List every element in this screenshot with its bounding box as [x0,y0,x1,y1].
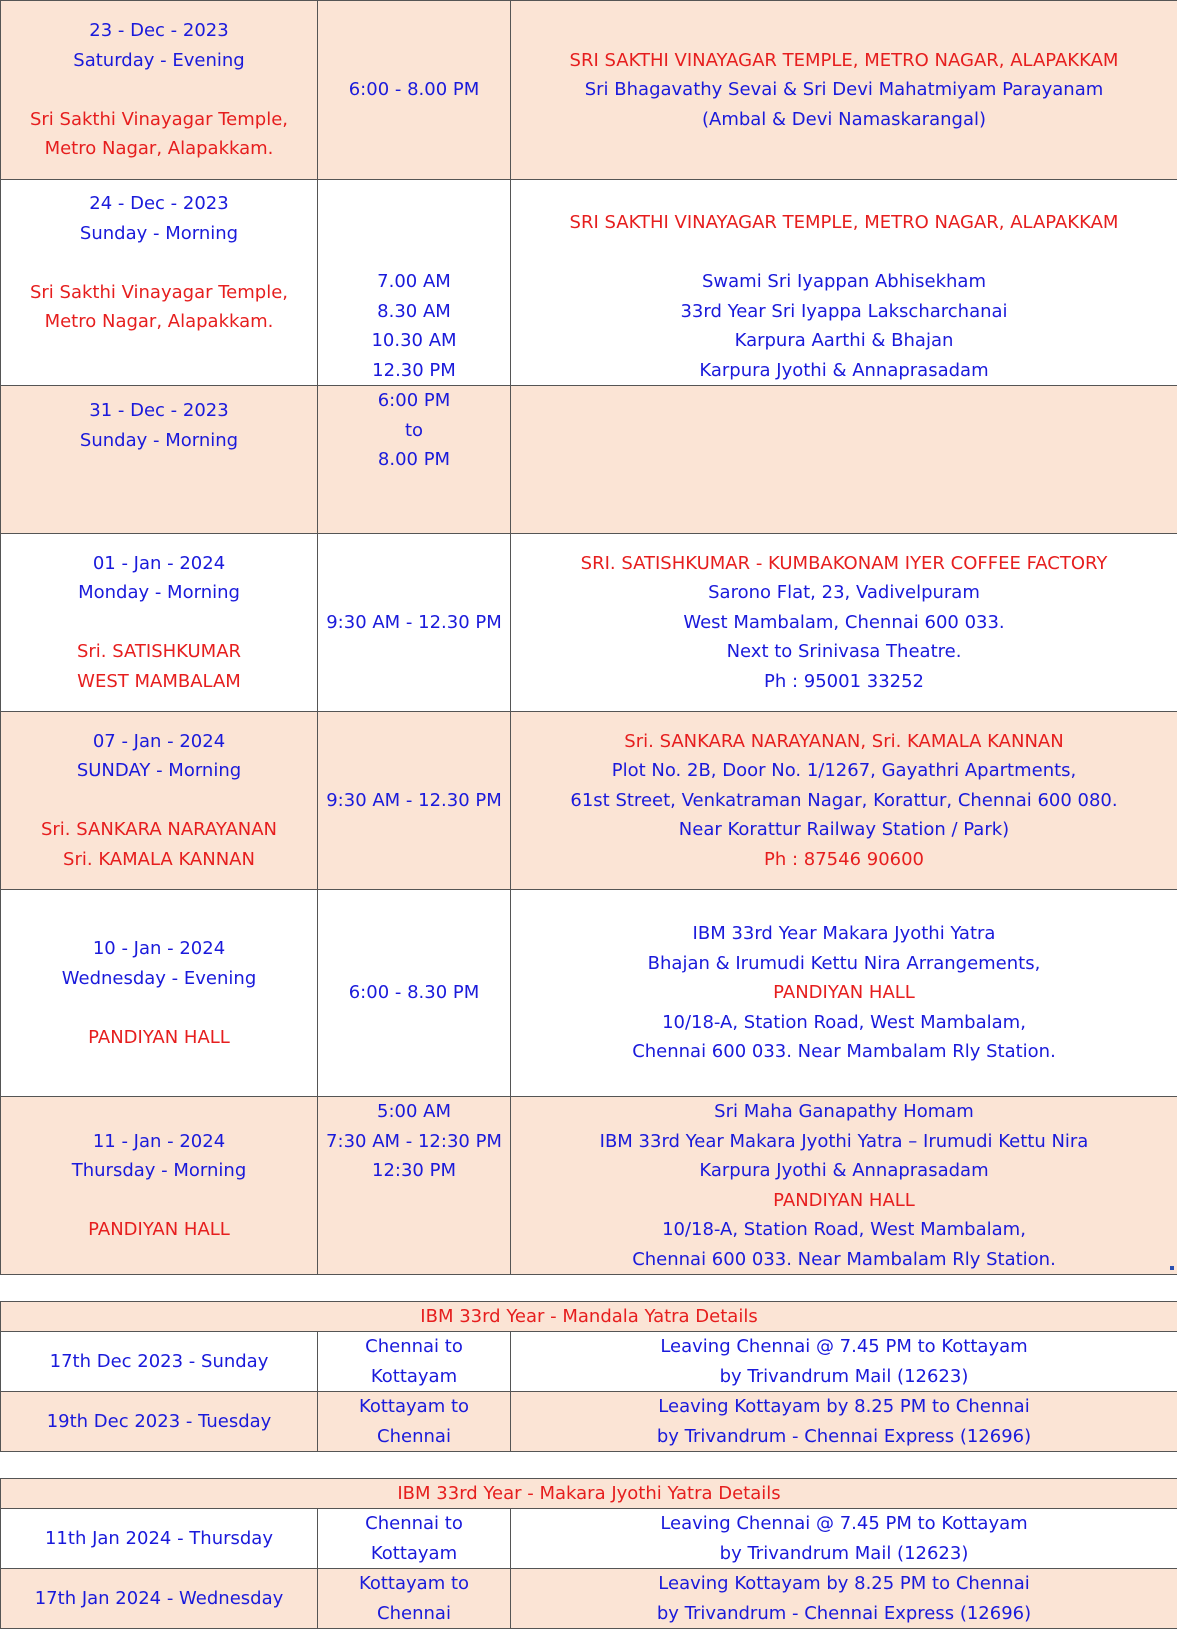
event-day: Sunday - Morning [1,426,317,456]
event-date: 11 - Jan - 2024 [1,1127,317,1157]
time-line: 12:30 PM [318,1156,510,1186]
train-line: by Trivandrum Mail (12623) [511,1362,1177,1392]
travel-date: 11th Jan 2024 - Thursday [1,1509,318,1569]
route-line: Chennai [318,1599,510,1629]
time-cell [318,712,511,890]
time-cell [318,386,511,534]
event-day: Saturday - Evening [1,46,317,76]
details-line: 61st Street, Venkatraman Nagar, Korattur, Chennai 600 080. [511,786,1177,816]
train-line: Leaving Chennai @ 7.45 PM to Kottayam [511,1509,1177,1539]
schedule-row [1,712,1177,890]
time-cell [318,180,511,386]
train-line: Leaving Chennai @ 7.45 PM to Kottayam [511,1332,1177,1362]
schedule-row [1,534,1177,712]
time-line: 7:30 AM - 12:30 PM [318,1127,510,1157]
details-line: Karpura Jyothi & Annaprasadam [511,356,1177,386]
details-line: 10/18-A, Station Road, West Mambalam, [511,1008,1177,1038]
travel-date: 17th Jan 2024 - Wednesday [1,1569,318,1629]
route-line: Kottayam [318,1539,510,1569]
route-line: Kottayam to [318,1569,510,1599]
route-cell [318,1509,511,1569]
details-cell [511,180,1177,386]
train-details-cell [511,1332,1177,1392]
table-row [1,1332,1177,1392]
time-line: 9:30 AM - 12.30 PM [318,786,510,816]
route-cell [318,1392,511,1452]
train-line: by Trivandrum - Chennai Express (12696) [511,1599,1177,1629]
time-line: 6:00 PM [318,386,510,416]
details-line: Sarono Flat, 23, Vadivelpuram [511,578,1177,608]
details-line: IBM 33rd Year Makara Jyothi Yatra – Irumudi Kettu Nira [511,1127,1177,1157]
details-line: Next to Srinivasa Theatre. [511,637,1177,667]
details-line: Sri Maha Ganapathy Homam [511,1097,1177,1127]
details-line: 10/18-A, Station Road, West Mambalam, [511,1215,1177,1245]
event-day: SUNDAY - Morning [1,756,317,786]
details-line: Karpura Aarthi & Bhajan [511,326,1177,356]
details-line: Sri Bhagavathy Sevai & Sri Devi Mahatmiyam Parayanam [511,75,1177,105]
train-details-cell [511,1569,1177,1629]
event-day: Sunday - Morning [1,219,317,249]
train-details-cell [511,1509,1177,1569]
details-line: (Ambal & Devi Namaskarangal) [511,105,1177,135]
venue-line: Sri Sakthi Vinayagar Temple, [1,278,317,308]
details-cell [511,386,1177,534]
route-line: Chennai [318,1422,510,1452]
time-cell [318,1097,511,1275]
date-cell [1,534,318,712]
event-day: Wednesday - Evening [1,964,317,994]
time-line: 7.00 AM [318,267,510,297]
details-line: Swami Sri Iyappan Abhisekham [511,267,1177,297]
schedule-row [1,180,1177,386]
details-line: Chennai 600 033. Near Mambalam Rly Station. [511,1245,1177,1275]
schedule-row [1,1097,1177,1275]
selection-handle[interactable] [1170,1266,1174,1270]
details-hall: PANDIYAN HALL [511,1186,1177,1216]
date-cell [1,386,318,534]
date-cell [1,712,318,890]
venue-line: PANDIYAN HALL [1,1215,317,1245]
event-date: 31 - Dec - 2023 [1,396,317,426]
time-line: 8.00 PM [318,445,510,475]
details-line: Karpura Jyothi & Annaprasadam [511,1156,1177,1186]
route-line: Chennai to [318,1509,510,1539]
details-phone: Ph : 87546 90600 [511,845,1177,875]
table-header-row [1,1302,1177,1332]
mandala-yatra-table [0,1301,1177,1452]
time-line: 10.30 AM [318,326,510,356]
travel-date: 17th Dec 2023 - Sunday [1,1332,318,1392]
time-line: 6:00 - 8.00 PM [318,75,510,105]
details-hall: PANDIYAN HALL [511,978,1177,1008]
makara-title: IBM 33rd Year - Makara Jyothi Yatra Details [1,1479,1177,1509]
details-title: SRI. SATISHKUMAR - KUMBAKONAM IYER COFFEE FACTORY [511,549,1177,579]
event-date: 24 - Dec - 2023 [1,189,317,219]
time-cell [318,534,511,712]
event-date: 10 - Jan - 2024 [1,934,317,964]
details-line: Near Korattur Railway Station / Park) [511,815,1177,845]
details-cell [511,1,1177,180]
route-line: Kottayam [318,1362,510,1392]
details-line: Bhajan & Irumudi Kettu Nira Arrangements, [511,949,1177,979]
time-line: 12.30 PM [318,356,510,386]
event-day: Thursday - Morning [1,1156,317,1186]
event-date: 23 - Dec - 2023 [1,16,317,46]
venue-line: WEST MAMBALAM [1,667,317,697]
time-line: 8.30 AM [318,297,510,327]
venue-line: Metro Nagar, Alapakkam. [1,134,317,164]
mandala-title: IBM 33rd Year - Mandala Yatra Details [1,1302,1177,1332]
table-row [1,1509,1177,1569]
date-cell [1,1,318,180]
details-title: SRI SAKTHI VINAYAGAR TEMPLE, METRO NAGAR, ALAPAKKAM [511,208,1177,238]
venue-line: Sri. SANKARA NARAYANAN [1,815,317,845]
route-line: Kottayam to [318,1392,510,1422]
route-cell [318,1569,511,1629]
date-cell [1,890,318,1097]
date-cell [1,180,318,386]
schedule-row [1,386,1177,534]
details-line: Ph : 95001 33252 [511,667,1177,697]
train-line: by Trivandrum Mail (12623) [511,1539,1177,1569]
details-line: 33rd Year Sri Iyappa Lakscharchanai [511,297,1177,327]
route-line: Chennai to [318,1332,510,1362]
venue-line: Sri. SATISHKUMAR [1,637,317,667]
schedule-row [1,890,1177,1097]
table-row [1,1392,1177,1452]
train-details-cell [511,1392,1177,1452]
event-date: 01 - Jan - 2024 [1,549,317,579]
details-cell [511,712,1177,890]
event-date: 07 - Jan - 2024 [1,727,317,757]
details-line: IBM 33rd Year Makara Jyothi Yatra [511,919,1177,949]
details-line: Chennai 600 033. Near Mambalam Rly Station. [511,1037,1177,1067]
event-day: Monday - Morning [1,578,317,608]
time-line: 6:00 - 8.30 PM [318,978,510,1008]
travel-date: 19th Dec 2023 - Tuesday [1,1392,318,1452]
train-line: Leaving Kottayam by 8.25 PM to Chennai [511,1392,1177,1422]
schedule-row [1,1,1177,180]
details-cell [511,1097,1177,1275]
time-line: 9:30 AM - 12.30 PM [318,608,510,638]
details-line: West Mambalam, Chennai 600 033. [511,608,1177,638]
table-row [1,1569,1177,1629]
train-line: by Trivandrum - Chennai Express (12696) [511,1422,1177,1452]
date-cell [1,1097,318,1275]
details-title: Sri. SANKARA NARAYANAN, Sri. KAMALA KANNAN [511,727,1177,757]
details-title: SRI SAKTHI VINAYAGAR TEMPLE, METRO NAGAR, ALAPAKKAM [511,46,1177,76]
venue-line: Sri. KAMALA KANNAN [1,845,317,875]
time-cell [318,890,511,1097]
train-line: Leaving Kottayam by 8.25 PM to Chennai [511,1569,1177,1599]
time-line: 5:00 AM [318,1097,510,1127]
details-cell [511,890,1177,1097]
time-cell [318,1,511,180]
venue-line: Metro Nagar, Alapakkam. [1,307,317,337]
table-header-row [1,1479,1177,1509]
details-line: Plot No. 2B, Door No. 1/1267, Gayathri Apartments, [511,756,1177,786]
time-line: to [318,416,510,446]
venue-line: PANDIYAN HALL [1,1023,317,1053]
makara-jyothi-table [0,1478,1177,1629]
route-cell [318,1332,511,1392]
details-cell [511,534,1177,712]
venue-line: Sri Sakthi Vinayagar Temple, [1,105,317,135]
